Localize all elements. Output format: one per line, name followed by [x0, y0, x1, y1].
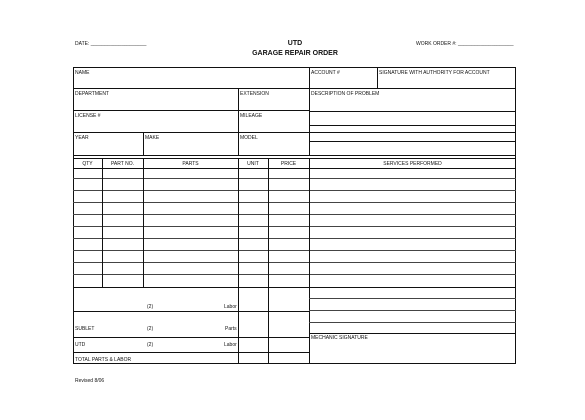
table-row [73, 214, 516, 215]
form-title: GARAGE REPAIR ORDER [252, 50, 338, 57]
col-divider [238, 88, 239, 155]
part-no-header: PART NO. [110, 161, 135, 167]
row-divider [73, 88, 516, 89]
work-order-field[interactable]: WORK ORDER #: ____________________ [416, 41, 514, 47]
parts-count: (2) [147, 326, 154, 332]
row-divider [73, 155, 516, 156]
model-field[interactable]: MODEL [240, 135, 258, 141]
table-row [73, 178, 516, 179]
footer-line [309, 310, 516, 311]
year-field[interactable]: YEAR [75, 135, 89, 141]
labor-count-2: (2) [147, 342, 154, 348]
company-name: UTD [287, 40, 303, 47]
table-row [73, 262, 516, 263]
total-label: TOTAL PARTS & LABOR [75, 357, 132, 363]
revised-note: Revised 8/06 [75, 378, 105, 384]
make-field[interactable]: MAKE [145, 135, 160, 141]
parts-label: Parts [225, 326, 237, 332]
header-line [73, 158, 516, 159]
footer-line [73, 311, 309, 312]
labor-label-2: Labor [224, 342, 237, 348]
footer-line [73, 337, 309, 338]
extension-field[interactable]: EXTENSION [240, 91, 269, 97]
services-header: SERVICES PERFORMED [383, 161, 442, 167]
table-row [73, 274, 516, 275]
utd-label: UTD [75, 342, 86, 348]
table-row [73, 202, 516, 203]
col-divider [309, 67, 310, 155]
header-line [73, 168, 516, 169]
row-divider [73, 132, 516, 133]
table-row [73, 238, 516, 239]
footer-line [73, 352, 309, 353]
license-field[interactable]: LICENSE # [75, 113, 101, 119]
table-row [73, 226, 516, 227]
parts-header: PARTS [182, 161, 199, 167]
date-field[interactable]: DATE: ____________________ [75, 41, 147, 47]
table-row [73, 287, 516, 288]
labor-count-1: (2) [147, 304, 154, 310]
col-divider [268, 158, 269, 364]
footer-line [309, 298, 516, 299]
row-divider [309, 111, 516, 112]
col-divider [377, 67, 378, 88]
mechanic-signature-field[interactable]: MECHANIC SIGNATURE [311, 335, 368, 341]
col-divider [143, 158, 144, 287]
mileage-field[interactable]: MILEAGE [240, 113, 263, 119]
sublet-label: SUBLET [75, 326, 95, 332]
unit-header: UNIT [247, 161, 259, 167]
col-divider [102, 158, 103, 287]
signature-authority-field[interactable]: SIGNATURE WITH AUTHORITY FOR ACCOUNT [379, 70, 490, 76]
row-divider [73, 110, 309, 111]
table-row [73, 190, 516, 191]
col-divider [238, 158, 239, 364]
labor-label-1: Labor [224, 304, 237, 310]
department-field[interactable]: DEPARTMENT [75, 91, 109, 97]
footer-line [309, 333, 516, 334]
qty-header: QTY [82, 161, 93, 167]
account-field[interactable]: ACCOUNT # [311, 70, 340, 76]
col-divider [143, 132, 144, 155]
row-divider [309, 141, 516, 142]
table-row [73, 250, 516, 251]
name-field[interactable]: NAME [75, 70, 90, 76]
footer-line [309, 322, 516, 323]
row-divider [309, 125, 516, 126]
price-header: PRICE [280, 161, 297, 167]
description-field[interactable]: DESCRIPTION OF PROBLEM [311, 91, 380, 97]
